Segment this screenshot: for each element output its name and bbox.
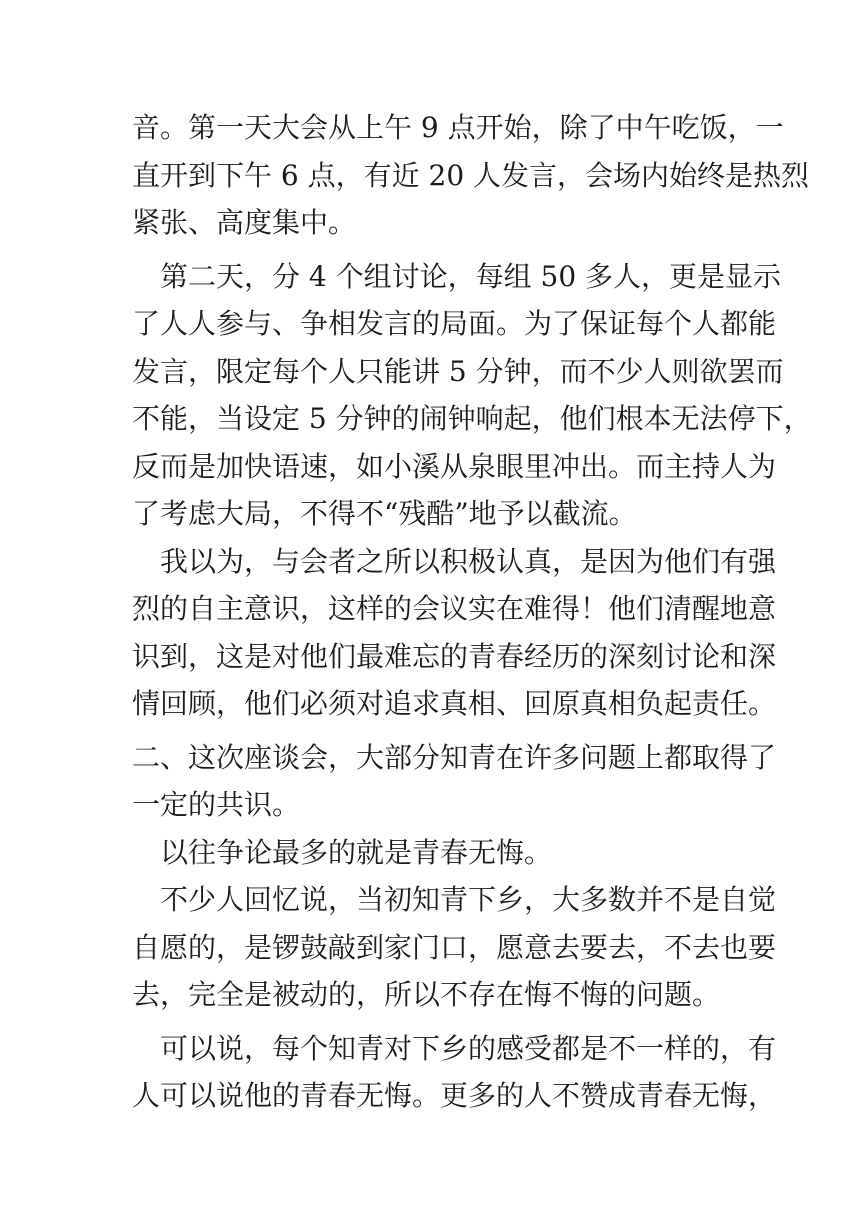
text-line: 自愿的，是锣鼓敲到家门口，愿意去要去，不去也要 <box>132 930 777 964</box>
document-body <box>132 104 812 1120</box>
text-line: 烈的自主意识，这样的会议实在难得！他们清醒地意 <box>132 592 777 625</box>
text-line: 不能，当设定 5 分钟的闹钟响起，他们根本无法停下， <box>132 402 812 435</box>
text-line: 紧张、高度集中。 <box>132 206 357 239</box>
text-line: 第二天，分 4 个组讨论，每组 50 多人，更是显示 <box>132 259 782 293</box>
text-line: 一定的共识。 <box>132 788 301 821</box>
text-line: 我以为，与会者之所以积极认真，是因为他们有强 <box>132 544 777 578</box>
text-line: 二、这次座谈会，大部分知青在许多问题上都取得了 <box>132 740 777 774</box>
paragraph <box>132 829 732 877</box>
text-line: 反而是加快语速，如小溪从泉眼里冲出。而主持人为 <box>132 449 777 483</box>
text-line: 了人人参与、争相发言的局面。为了保证每个人都能 <box>132 307 777 340</box>
text-line: 识到，这是对他们最难忘的青春经历的深刻讨论和深 <box>132 639 777 673</box>
text-line: 以往争论最多的就是青春无悔。 <box>132 835 553 869</box>
paragraph <box>132 538 777 728</box>
text-line: 可以说，每个知青对下乡的感受都是不一样的，有 <box>132 1031 777 1065</box>
text-line: 音。第一天大会从上午 9 点开始，除了中午吃饭，一 <box>132 111 784 144</box>
paragraph <box>132 734 777 829</box>
text-line: 情回顾，他们必须对追求真相、回原真相负起责任。 <box>132 687 777 720</box>
text-line: 发言，限定每个人只能讲 5 分钟，而不少人则欲罢而 <box>132 354 784 388</box>
paragraph <box>132 253 812 538</box>
text-line: 直开到下午 6 点，有近 20 人发言，会场内始终是热烈 <box>132 158 810 192</box>
paragraph <box>132 876 777 1019</box>
text-line: 了考虑大局，不得不“残酷”地予以截流。 <box>132 497 637 530</box>
text-line: 不少人回忆说，当初知青下乡，大多数并不是自觉 <box>132 883 777 916</box>
text-line: 人可以说他的青春无悔。更多的人不赞成青春无悔， <box>132 1079 777 1112</box>
paragraph <box>132 1025 777 1120</box>
text-line: 去，完全是被动的，所以不存在悔不悔的问题。 <box>132 978 721 1011</box>
paragraph <box>132 104 810 247</box>
